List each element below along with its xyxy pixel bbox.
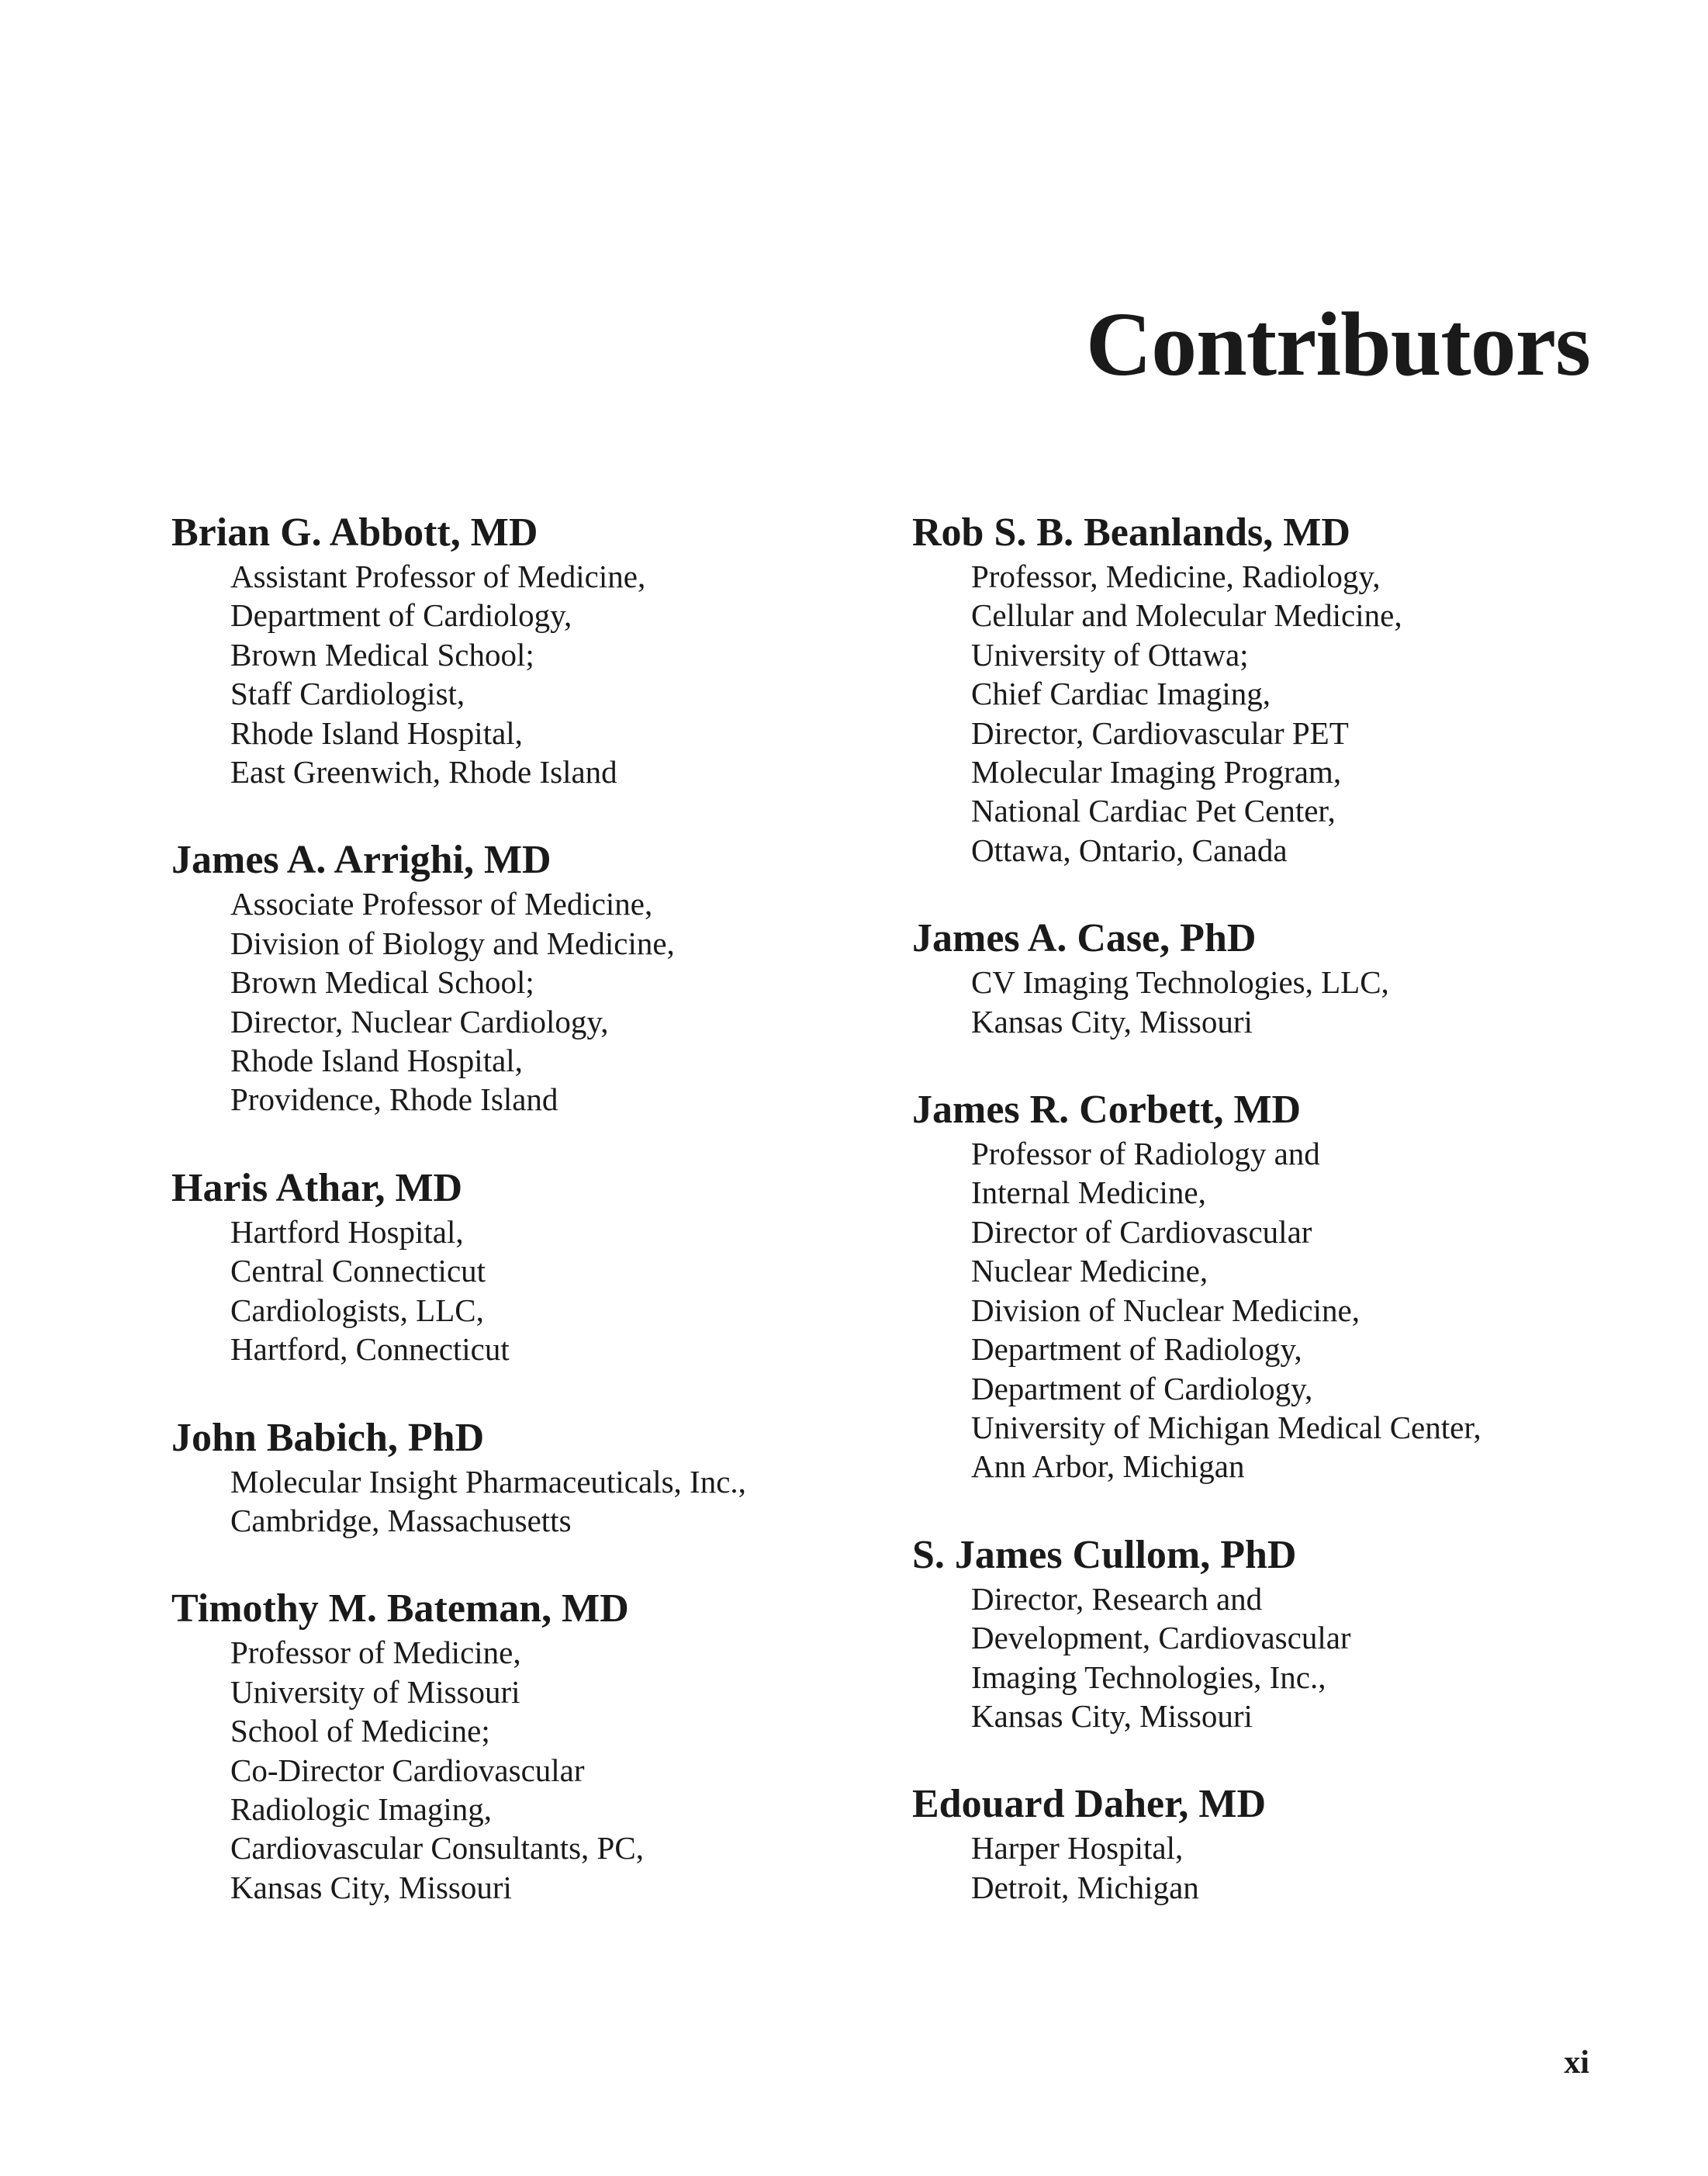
affiliation-line: Director of Cardiovascular bbox=[971, 1213, 1312, 1250]
right-column bbox=[912, 510, 1610, 1907]
affiliation-line: Division of Biology and Medicine, bbox=[230, 925, 675, 961]
contributor-name: James R. Corbett, MD bbox=[912, 1088, 1302, 1133]
affiliation-line: Cambridge, Massachusetts bbox=[230, 1502, 572, 1538]
affiliation-line: Brown Medical School; bbox=[230, 964, 534, 1001]
affiliation-line: Co-Director Cardiovascular bbox=[230, 1752, 585, 1788]
contributor-affiliation bbox=[971, 557, 1610, 870]
affiliation-line: Molecular Insight Pharmaceuticals, Inc., bbox=[230, 1463, 746, 1500]
affiliation-line: Associate Professor of Medicine, bbox=[230, 886, 653, 922]
contributor-entry bbox=[171, 838, 870, 1119]
affiliation-line: Director, Research and bbox=[971, 1580, 1263, 1617]
affiliation-line: School of Medicine; bbox=[230, 1713, 490, 1749]
contributor-affiliation bbox=[230, 1633, 870, 1907]
affiliation-line: Director, Nuclear Cardiology, bbox=[230, 1003, 609, 1040]
affiliation-line: Development, Cardiovascular bbox=[971, 1620, 1351, 1656]
contributor-affiliation bbox=[971, 963, 1610, 1041]
contributor-entry bbox=[171, 1166, 870, 1369]
affiliation-line: University of Missouri bbox=[230, 1673, 520, 1710]
contributor-name: Timothy M. Bateman, MD bbox=[171, 1586, 629, 1631]
affiliation-line: Director, Cardiovascular PET bbox=[971, 714, 1349, 751]
affiliation-line: Central Connecticut bbox=[230, 1253, 486, 1289]
affiliation-line: Hartford, Connecticut bbox=[230, 1331, 510, 1368]
affiliation-line: Ann Arbor, Michigan bbox=[971, 1448, 1245, 1485]
affiliation-line: University of Michigan Medical Center, bbox=[971, 1409, 1482, 1445]
contributor-name: Brian G. Abbott, MD bbox=[171, 510, 538, 555]
page-title: Contributors bbox=[1085, 293, 1590, 395]
affiliation-line: Harper Hospital, bbox=[971, 1830, 1184, 1866]
contributor-affiliation bbox=[971, 1828, 1610, 1907]
contributor-affiliation bbox=[230, 1462, 870, 1541]
affiliation-line: Kansas City, Missouri bbox=[971, 1697, 1253, 1734]
affiliation-line: Kansas City, Missouri bbox=[971, 1003, 1253, 1040]
affiliation-line: Cardiovascular Consultants, PC, bbox=[230, 1830, 644, 1866]
affiliation-line: Internal Medicine, bbox=[971, 1174, 1206, 1211]
contributor-affiliation bbox=[971, 1579, 1610, 1736]
affiliation-line: Imaging Technologies, Inc., bbox=[971, 1659, 1326, 1695]
contributor-affiliation bbox=[230, 557, 870, 791]
contributor-entry bbox=[912, 510, 1610, 870]
contributor-entry bbox=[912, 1088, 1610, 1486]
affiliation-line: Brown Medical School; bbox=[230, 636, 534, 673]
affiliation-line: Radiologic Imaging, bbox=[230, 1790, 493, 1827]
contributor-affiliation bbox=[230, 884, 870, 1119]
contributor-name: Edouard Daher, MD bbox=[912, 1782, 1267, 1827]
affiliation-line: Professor of Radiology and bbox=[971, 1136, 1320, 1172]
affiliation-line: Hartford Hospital, bbox=[230, 1213, 464, 1250]
affiliation-line: Division of Nuclear Medicine, bbox=[971, 1292, 1360, 1328]
affiliation-line: Kansas City, Missouri bbox=[230, 1869, 512, 1905]
affiliation-line: Providence, Rhode Island bbox=[230, 1081, 558, 1118]
affiliation-line: Rhode Island Hospital, bbox=[230, 714, 523, 751]
contributor-entry bbox=[171, 1416, 870, 1541]
affiliation-line: Molecular Imaging Program, bbox=[971, 754, 1342, 790]
contributor-name: James A. Case, PhD bbox=[912, 916, 1257, 961]
affiliation-line: Professor of Medicine, bbox=[230, 1635, 521, 1671]
affiliation-line: Department of Radiology, bbox=[971, 1331, 1302, 1368]
affiliation-line: Cellular and Molecular Medicine, bbox=[971, 597, 1402, 634]
affiliation-line: Rhode Island Hospital, bbox=[230, 1043, 523, 1079]
contributor-affiliation bbox=[971, 1134, 1610, 1486]
contributor-name: Rob S. B. Beanlands, MD bbox=[912, 510, 1350, 555]
affiliation-line: National Cardiac Pet Center, bbox=[971, 793, 1336, 829]
contributor-entry bbox=[912, 916, 1610, 1041]
affiliation-line: Professor, Medicine, Radiology, bbox=[971, 559, 1381, 594]
contributor-entry bbox=[171, 1586, 870, 1907]
contributor-entry bbox=[912, 1533, 1610, 1736]
affiliation-line: University of Ottawa; bbox=[971, 636, 1249, 673]
affiliation-line: Chief Cardiac Imaging, bbox=[971, 676, 1271, 712]
contributor-affiliation bbox=[230, 1213, 870, 1369]
contributor-name: John Babich, PhD bbox=[171, 1415, 485, 1460]
page-number: xi bbox=[1564, 2045, 1589, 2081]
affiliation-line: Ottawa, Ontario, Canada bbox=[971, 832, 1288, 868]
affiliation-line: Assistant Professor of Medicine, bbox=[230, 559, 646, 594]
affiliation-line: Department of Cardiology, bbox=[230, 597, 572, 634]
left-column bbox=[171, 510, 870, 1907]
contributor-name: James A. Arrighi, MD bbox=[171, 838, 551, 883]
affiliation-line: East Greenwich, Rhode Island bbox=[230, 754, 617, 790]
contributor-name: Haris Athar, MD bbox=[171, 1165, 463, 1210]
affiliation-line: CV Imaging Technologies, LLC, bbox=[971, 964, 1389, 1001]
contributor-entry bbox=[171, 510, 870, 791]
affiliation-line: Staff Cardiologist, bbox=[230, 676, 465, 712]
affiliation-line: Cardiologists, LLC, bbox=[230, 1292, 484, 1328]
affiliation-line: Department of Cardiology, bbox=[971, 1370, 1313, 1406]
contributor-entry bbox=[912, 1782, 1610, 1907]
affiliation-line: Detroit, Michigan bbox=[971, 1869, 1199, 1905]
contributor-name: S. James Cullom, PhD bbox=[912, 1532, 1297, 1577]
affiliation-line: Nuclear Medicine, bbox=[971, 1253, 1208, 1289]
